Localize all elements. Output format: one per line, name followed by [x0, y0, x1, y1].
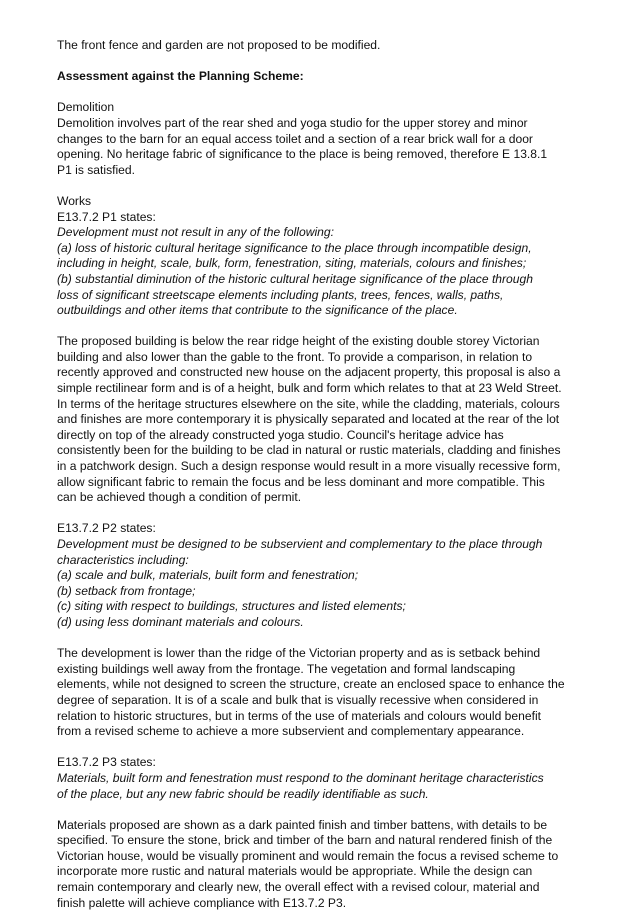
text-line: directly on top of the already constructed yoga studio. Council's heritage advice has — [57, 427, 504, 442]
p1-quoted-provision — [57, 225, 572, 319]
text-line: (c) siting with respect to buildings, structures and listed elements; — [57, 599, 406, 614]
text-line: Victorian house, would be visually prominent and would remain the focus a revised scheme to — [57, 848, 559, 863]
p3-quoted-provision — [57, 771, 572, 802]
text-line: and finishes are more contemporary it is physically separated and located at the rear of the lot — [57, 412, 560, 427]
text-line: building and also lower than the gable to the front. To provide a comparison, in relation to — [57, 349, 533, 364]
text-line: incorporate more rustic and natural materials would be appropriate. While the design can — [57, 864, 533, 879]
text-line: finish palette will achieve compliance with E13.7.2 P3. — [57, 895, 347, 910]
text-line: degree of separation. It is of a scale and bulk that is visually recessive when considered in — [57, 692, 539, 707]
p3-states-label: E13.7.2 P3 states: — [57, 755, 156, 770]
p2-states-label: E13.7.2 P2 states: — [57, 521, 156, 536]
text-line: remain contemporary and clearly new, the overall effect with a revised colour, material and — [57, 880, 540, 895]
text-line: Materials proposed are shown as a dark painted finish and timber battens, with details to be — [57, 817, 548, 832]
text-line: consistently been for the building to be clad in natural or rustic materials, cladding and finishes — [57, 443, 561, 458]
text-line: The development is lower than the ridge of the Victorian property and as is setback behind — [57, 646, 541, 661]
text-line: can be achieved though a condition of permit. — [57, 490, 302, 505]
text-line: changes to the barn for an equal access toilet and a section of a rear brick wall for a door — [57, 131, 533, 146]
text-line: relation to historic structures, but in terms of the use of materials and colours would benefit — [57, 708, 541, 723]
text-line: (a) loss of historic cultural heritage significance to the place through incompatible design, — [57, 240, 532, 255]
demolition-title: Demolition — [57, 100, 115, 115]
text-line: of the place, but any new fabric should be readily identifiable as such. — [57, 786, 429, 801]
text-line: Development must be designed to be subservient and complementary to the place through — [57, 537, 543, 551]
text-line: elements, while not designed to screen the structure, create an enclosed space to enhance the — [57, 677, 565, 692]
p3-response-paragraph — [57, 818, 572, 911]
text-line: outbuildings and other items that contribute to the significance of the place. — [57, 303, 458, 318]
text-line: allow significant fabric to remain the focus and be less dominant and more compatible. This — [57, 474, 545, 489]
text-line: Materials, built form and fenestration must respond to the dominant heritage characteristics — [57, 770, 544, 785]
section-heading: Assessment against the Planning Scheme: — [57, 69, 304, 84]
text-line: (b) substantial diminution of the historic cultural heritage significance of the place through — [57, 271, 533, 286]
text-line: simple rectilinear form and is of a height, bulk and form which relates to that at 23 Weld Street. — [57, 381, 562, 396]
text-line: specified. To ensure the stone, brick and timber of the barn and natural rendered finish of the — [57, 833, 553, 848]
demolition-paragraph — [57, 116, 572, 178]
text-line: The proposed building is below the rear ridge height of the existing double storey Victorian — [57, 334, 540, 349]
p2-quoted-provision — [57, 537, 572, 631]
text-line: opening. No heritage fabric of significance to the place is being removed, therefore E 13.8.1 — [57, 147, 548, 162]
intro-paragraph: The front fence and garden are not proposed to be modified. — [57, 38, 381, 52]
text-line: characteristics including: — [57, 552, 189, 567]
text-line: (d) using less dominant materials and colours. — [57, 614, 304, 629]
p2-response-paragraph — [57, 646, 572, 740]
p1-response-paragraph — [57, 334, 572, 506]
text-line: Demolition involves part of the rear shed and yoga studio for the upper storey and minor — [57, 115, 528, 130]
text-line: including in height, scale, bulk, form, fenestration, siting, materials, colours and finishes; — [57, 256, 527, 271]
text-line: (b) setback from frontage; — [57, 583, 196, 598]
text-line: Development must not result in any of the following: — [57, 225, 334, 240]
text-line: existing buildings well away from the frontage. The vegetation and formal landscaping — [57, 661, 516, 676]
text-line: In terms of the heritage structures elsewhere on the site, while the cladding, materials, colours — [57, 396, 560, 411]
text-line: in a patchwork design. Such a design response would result in a more visually recessive form, — [57, 459, 561, 474]
p1-states-label: E13.7.2 P1 states: — [57, 209, 156, 224]
text-line: P1 is satisfied. — [57, 162, 135, 177]
text-line: recently approved and constructed new house on the adjacent property, this proposal is also a — [57, 365, 561, 380]
text-line: (a) scale and bulk, materials, built form and fenestration; — [57, 568, 359, 583]
text-line: loss of significant streetscape elements including plants, trees, fences, walls, paths, — [57, 287, 504, 302]
text-line: from a revised scheme to achieve a more subservient and complementary appearance. — [57, 724, 525, 739]
works-title: Works — [57, 193, 92, 208]
